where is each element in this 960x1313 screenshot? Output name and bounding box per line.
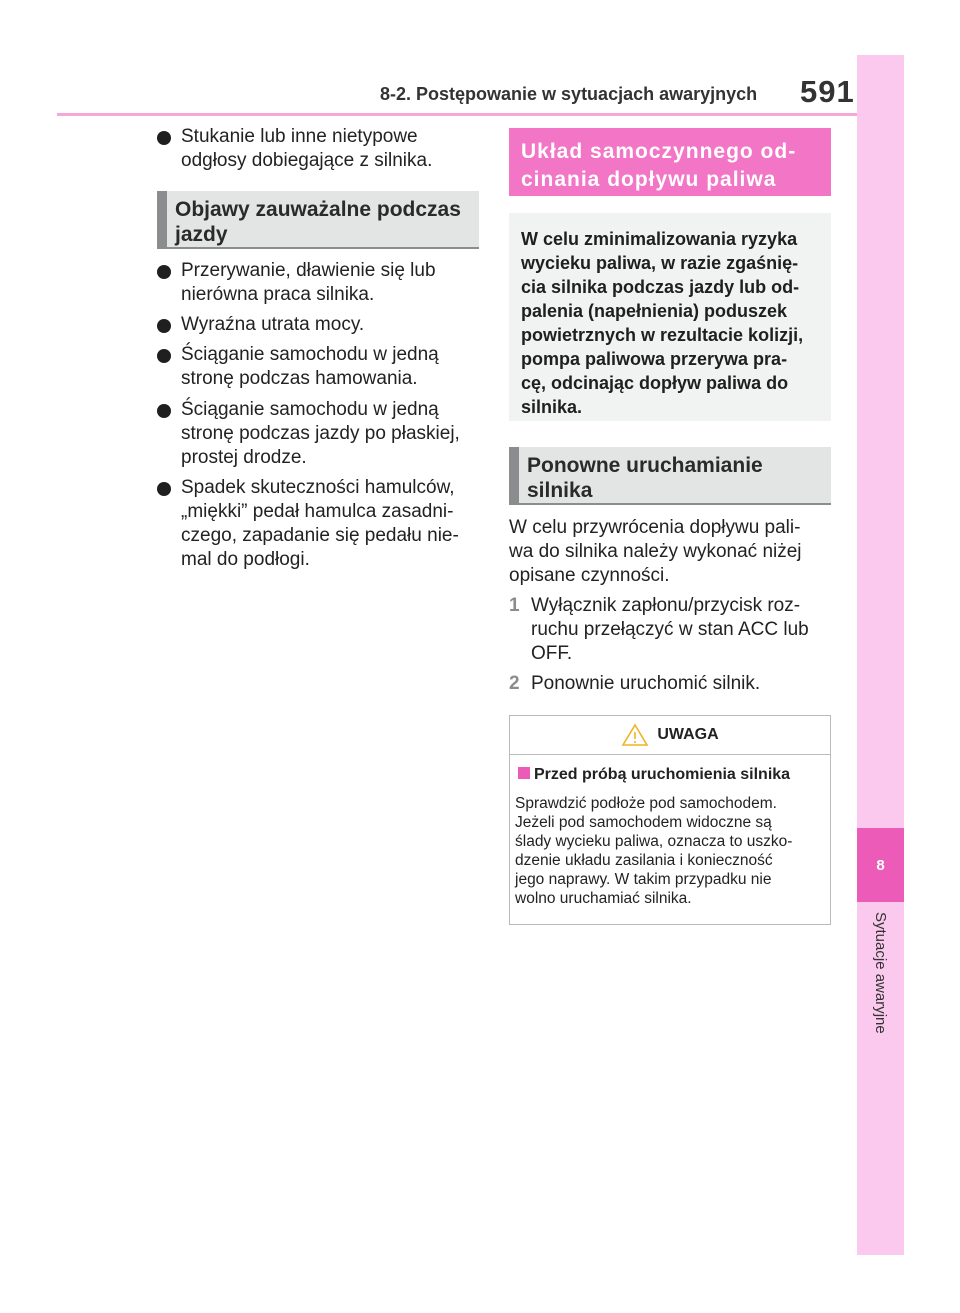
warning-label: UWAGA bbox=[657, 726, 719, 743]
restart-paragraph: W celu przywrócenia dopływu pali- wa do silnika należy wykonać niżej opisane czynności. bbox=[509, 517, 802, 586]
step-item: 1 Wyłącznik zapłonu/przycisk roz- ruchu przełączyć w stan ACC lub OFF. bbox=[509, 595, 809, 664]
chapter-number: 8 bbox=[857, 828, 904, 902]
bullet-item: Wyraźna utrata mocy. bbox=[157, 313, 477, 337]
warning-box bbox=[509, 715, 831, 925]
bullet-item: Przerywanie, dławienie się lub nierówna praca silnika. bbox=[157, 259, 477, 307]
bullet-icon bbox=[157, 404, 171, 418]
bullet-icon bbox=[157, 482, 171, 496]
page-number: 591 bbox=[800, 74, 855, 109]
chapter-label: Sytuacje awaryjne bbox=[872, 912, 889, 1034]
bullet-icon bbox=[157, 319, 171, 333]
chapter-side-tab bbox=[857, 55, 904, 1255]
bullet-item: Ściąganie samochodu w jedną stronę podczas jazdy po płaskiej, prostej drodze. bbox=[157, 398, 477, 470]
bullet-icon bbox=[157, 265, 171, 279]
sub-heading-restart: Ponowne uruchamianie silnika bbox=[509, 447, 831, 505]
header-rule bbox=[57, 113, 857, 116]
step-number: 1 bbox=[509, 595, 520, 616]
bullet-icon bbox=[157, 131, 171, 145]
bullet-icon bbox=[157, 349, 171, 363]
warning-subheading: Przed próbą uruchomienia silnika bbox=[518, 766, 790, 784]
bullet-item: Ściąganie samochodu w jedną stronę podczas hamowania. bbox=[157, 343, 477, 391]
warning-triangle-icon bbox=[621, 723, 649, 747]
square-bullet-icon bbox=[518, 767, 530, 779]
step-item: 2 Ponownie uruchomić silnik. bbox=[509, 673, 761, 694]
section-heading-symptoms: Objawy zauważalne podczas jazdy bbox=[157, 191, 479, 249]
main-heading-fuel-cutoff: Układ samoczynnego od- cinania dopływu paliwa bbox=[509, 128, 831, 196]
info-box: W celu zminimalizowania ryzyka wycieku paliwa, w razie zgaśnię- cia silnika podczas jazdy lub od- palenia (napełnienia) poduszek powietrznych w rezultacie kolizji, pompa paliwowa przerywa pra- cę, odcinając dopływ paliwa do silnika. bbox=[509, 213, 831, 421]
warning-header bbox=[510, 716, 830, 755]
bullet-item: Spadek skuteczności hamulców, „miękki” pedał hamulca zasadni- czego, zapadanie się pedału nie- mal do podłogi. bbox=[157, 476, 477, 572]
section-title: 8-2. Postępowanie w sytuacjach awaryjnych bbox=[380, 84, 758, 104]
warning-body: Sprawdzić podłoże pod samochodem. Jeżeli pod samochodem widoczne są ślady wycieku paliwa, oznacza to uszko- dzenie układu zasilania i konieczność jego naprawy. W takim przypadku nie wolno uruchamiać silnika. bbox=[515, 795, 793, 907]
bullet-item: Stukanie lub inne nietypowe odgłosy dobiegające z silnika. bbox=[157, 125, 477, 173]
step-number: 2 bbox=[509, 673, 520, 694]
